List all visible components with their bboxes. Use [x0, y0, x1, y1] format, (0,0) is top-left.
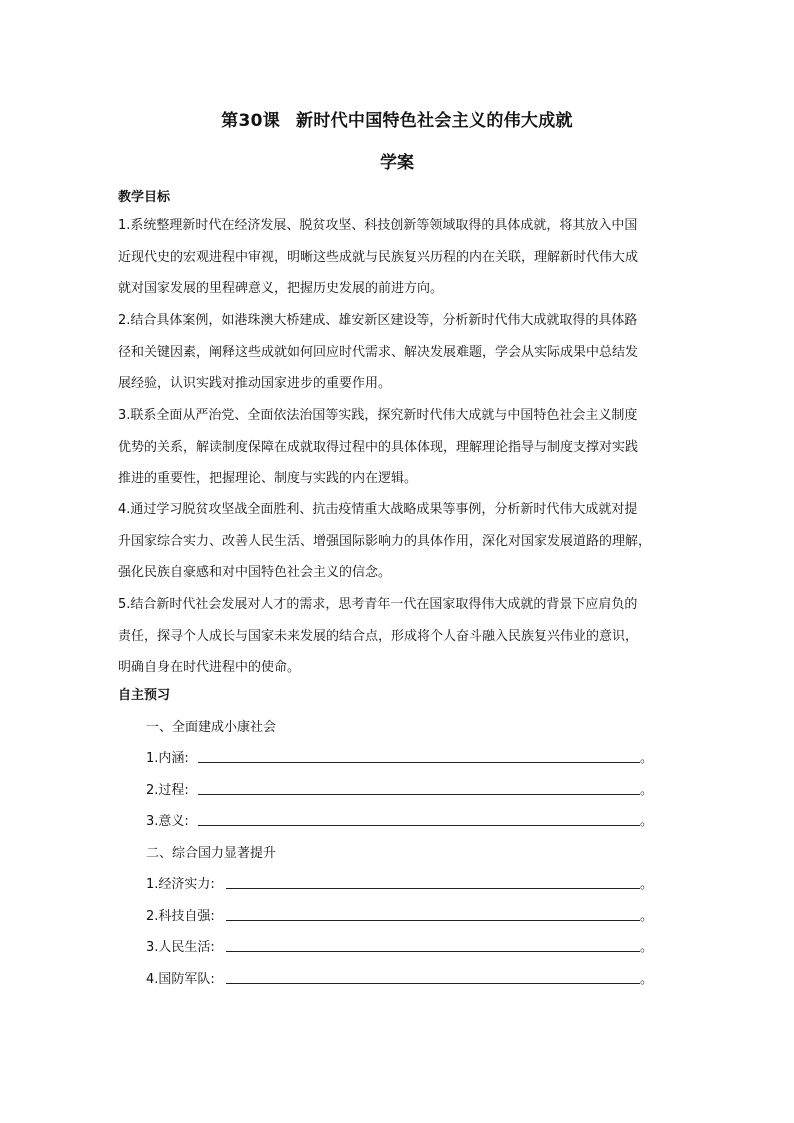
answer-blank[interactable]: [226, 951, 640, 952]
blank-label: 4.国防军队:: [146, 972, 215, 987]
text-line: 3.联系全面从严治党、全面依法治国等实践，探究新时代伟大成就与中国特色社会主义制度: [118, 408, 638, 423]
text-line: 明确自身在时代进程中的使命。: [118, 660, 301, 675]
period-mark: 。: [640, 909, 654, 924]
period-mark: 。: [640, 783, 654, 798]
answer-blank[interactable]: [226, 888, 640, 889]
section-1-heading: 一、全面建成小康社会: [146, 720, 277, 735]
page-title: [0, 106, 794, 131]
text-line: 近现代史的宏观进程中审视，明晰这些成就与民族复兴历程的内在关联，理解新时代伟大成: [118, 249, 639, 265]
objective-5: [118, 589, 678, 684]
lesson-title: 新时代中国特色社会主义的伟大成就: [296, 111, 573, 131]
text-line: 强化民族自豪感和对中国特色社会主义的信念。: [118, 565, 392, 580]
fill-in-blank-row: [146, 779, 656, 799]
answer-blank[interactable]: [226, 920, 640, 921]
blank-label: 1.经济实力:: [146, 877, 215, 892]
fill-in-blank-row: [146, 810, 656, 830]
text-line: 径和关键因素，阐释这些成就如何回应时代需求、解决发展难题，学会从实际成果中总结发: [118, 344, 639, 360]
period-mark: 。: [640, 877, 654, 892]
fill-in-blank-row: [146, 873, 656, 893]
text-line: 升国家综合实力、改善人民生活、增强国际影响力的具体作用，深化对国家发展道路的理解，: [118, 533, 652, 549]
period-mark: 。: [640, 972, 654, 987]
answer-blank[interactable]: [198, 825, 640, 826]
fill-in-blank-row: [146, 747, 656, 767]
objective-3: [118, 400, 678, 495]
blank-label: 2.科技自强:: [146, 909, 215, 924]
blank-label: 3.意义:: [146, 814, 189, 829]
text-line: 1.系统整理新时代在经济发展、脱贫攻坚、科技创新等领域取得的具体成就，将其放入中国: [118, 218, 638, 233]
text-line: 责任，探寻个人成长与国家未来发展的结合点，形成将个人奋斗融入民族复兴伟业的意识，: [118, 628, 639, 644]
blank-label: 2.过程:: [146, 783, 189, 798]
objective-1: [118, 210, 678, 305]
objective-4: [118, 494, 678, 589]
text-line: 展经验，认识实践对推动国家进步的重要作用。: [118, 376, 392, 391]
text-line: 4.通过学习脱贫攻坚战全面胜利、抗击疫情重大战略成果等事例，分析新时代伟大成就对提: [118, 502, 638, 517]
text-line: 推进的重要性，把握理论、制度与实践的内在逻辑。: [118, 471, 418, 486]
page-subtitle: 学案: [380, 153, 414, 173]
period-mark: 。: [640, 751, 654, 766]
preview-heading: 自主预习: [118, 688, 171, 703]
blank-label: 1.内涵:: [146, 751, 189, 766]
answer-blank[interactable]: [198, 794, 640, 795]
answer-blank[interactable]: [198, 762, 640, 763]
objectives-heading: 教学目标: [118, 190, 171, 205]
period-mark: 。: [640, 814, 654, 829]
lesson-number: 第30课: [221, 111, 281, 131]
fill-in-blank-row: [146, 968, 656, 988]
text-line: 2.结合具体案例，如港珠澳大桥建成、雄安新区建设等，分析新时代伟大成就取得的具体路: [118, 313, 638, 328]
text-line: 优势的关系，解读制度保障在成就取得过程中的具体体现，理解理论指导与制度支撑对实践: [118, 439, 639, 455]
answer-blank[interactable]: [226, 983, 640, 984]
objective-2: [118, 305, 678, 400]
section-2-heading: 二、综合国力显著提升: [146, 846, 277, 861]
text-line: 就对国家发展的里程碑意义，把握历史发展的前进方向。: [118, 281, 444, 296]
fill-in-blank-row: [146, 936, 656, 956]
text-line: 5.结合新时代社会发展对人才的需求，思考青年一代在国家取得伟大成就的背景下应肩负的: [118, 597, 638, 612]
fill-in-blank-row: [146, 905, 656, 925]
blank-label: 3.人民生活:: [146, 940, 215, 955]
period-mark: 。: [640, 940, 654, 955]
